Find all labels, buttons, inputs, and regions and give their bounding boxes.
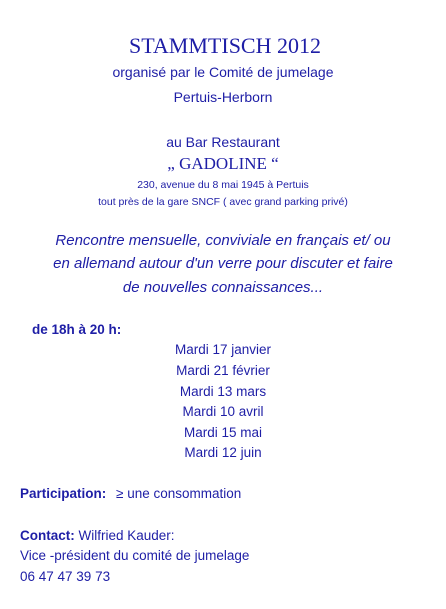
towns-line: Pertuis-Herborn <box>173 89 273 105</box>
date-item: Mardi 17 janvier <box>174 342 272 357</box>
contact-name: Wilfried Kauder: <box>78 528 175 543</box>
organiser-line: organisé par le Comité de jumelage <box>112 64 334 80</box>
venue-address: 230, avenue du 8 mai 1945 à Pertuis <box>137 179 309 191</box>
description-line-3: de nouvelles connaissances... <box>122 279 324 296</box>
schedule-hours: de 18h à 20 h: <box>32 322 122 337</box>
date-item: Mardi 10 avril <box>182 404 264 419</box>
participation-label: Participation: <box>20 486 107 501</box>
date-item: Mardi 15 mai <box>183 425 263 440</box>
contact-row <box>20 528 175 543</box>
date-item: Mardi 12 juin <box>184 445 262 460</box>
description-line-2: en allemand autour d'un verre pour discuter et faire <box>53 255 393 272</box>
page-title: STAMMTISCH 2012 <box>129 33 321 58</box>
venue-nearby: tout près de la gare SNCF ( avec grand parking privé) <box>98 196 348 208</box>
contact-label: Contact: <box>20 528 75 543</box>
date-item: Mardi 21 février <box>176 363 270 378</box>
participation-row <box>20 486 241 501</box>
contact-phone: 06 47 47 39 73 <box>20 569 111 584</box>
venue-name: „ GADOLINE “ <box>167 154 279 173</box>
contact-role: Vice -président du comité de jumelage <box>20 548 250 563</box>
venue-intro: au Bar Restaurant <box>166 134 280 150</box>
description-line-1: Rencontre mensuelle, conviviale en français et/ ou <box>55 232 391 249</box>
date-item: Mardi 13 mars <box>179 384 267 399</box>
participation-value: ≥ une consommation <box>116 486 242 501</box>
